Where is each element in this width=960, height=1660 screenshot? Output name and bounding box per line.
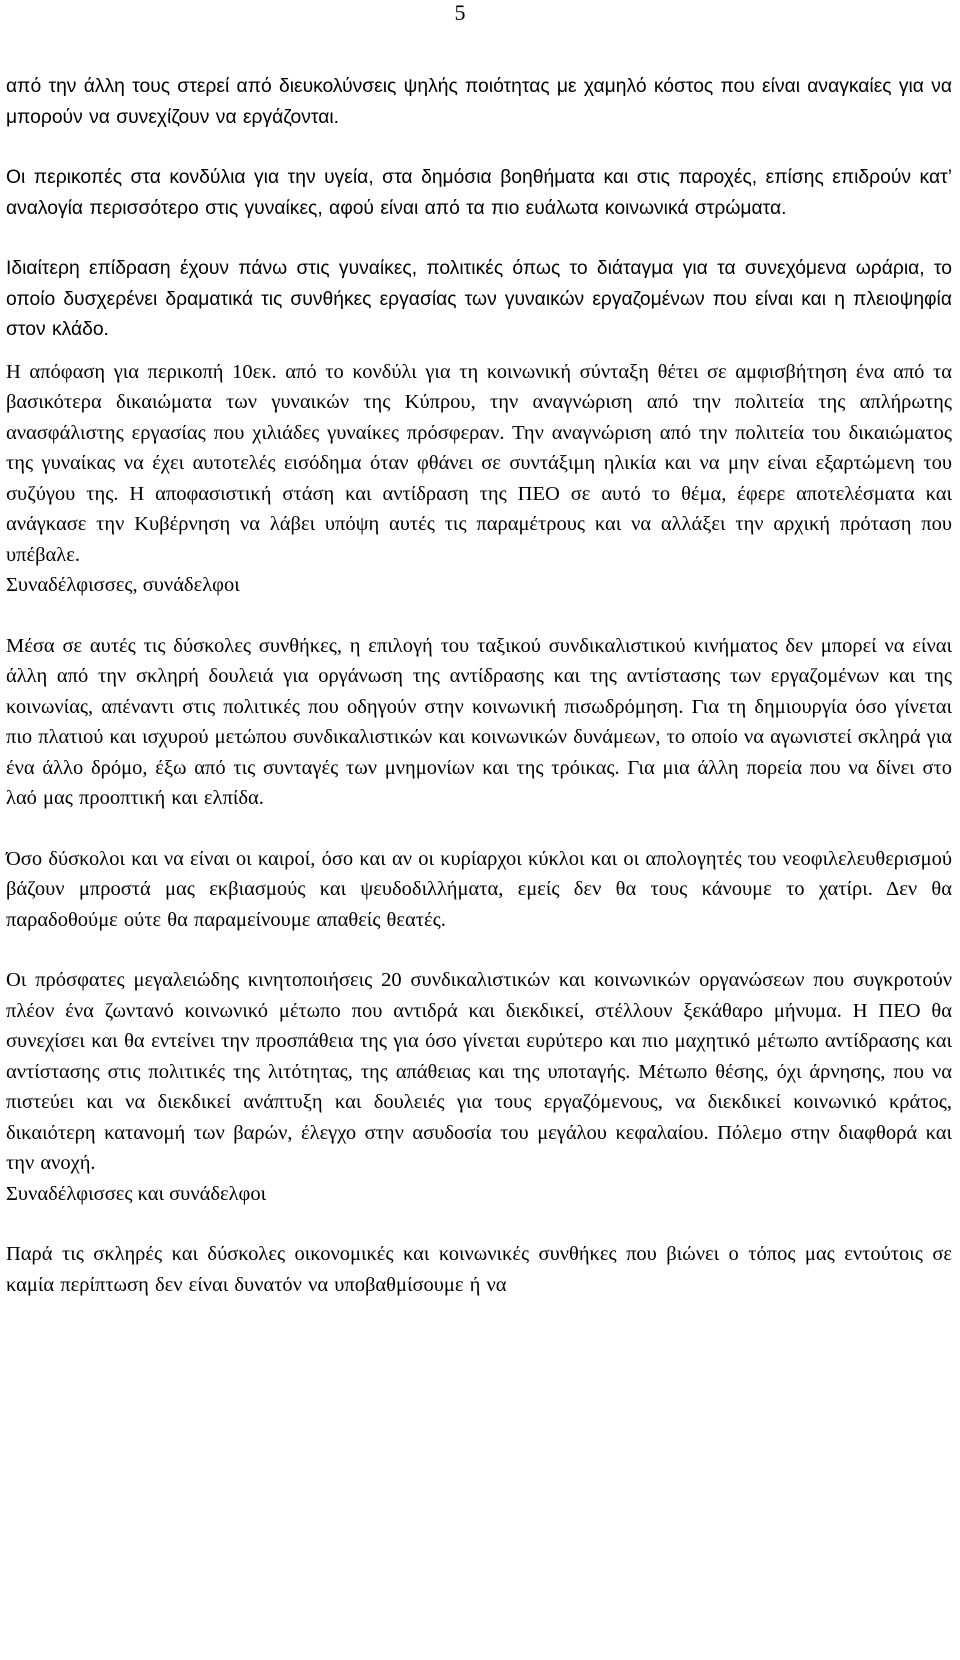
paragraph-mobilizations: Οι πρόσφατες μεγαλειώδης κινητοποιήσεις 20 συνδικαλιστικών και κοινωνικών οργανώσεων που συγκροτούν πλέον ένα ζωντανό κοινωνικό μέτωπο που αντιδρά και διεκδικεί, στέλλουν ξεκάθαρο μήνυμα. Η ΠΕΟ θα συνεχίσει και θα εντείνει την προσπάθεια της για όσο γίνεται ευρύτερο και πιο μαχητικό μέτωπο αντίδρασης και αντίστασης στις πολιτικές της λιτότητας, της απάθειας και της υποταγής. Μέτωπο θέσης, όχι άρνησης, που να πιστεύει και να διεκδικεί ανάπτυξη και δουλειές για τους εργαζόμενους, να διεκδικεί κοινωνικό κράτος, δικαιότερη κατανομή των βαρών, έλεγχο στην ασυδοσία του μεγάλου κεφαλαίου. Πόλεμο στην διαφθορά και την ανοχή.: [6, 969, 952, 1174]
paragraph-economic-conditions: Παρά τις σκληρές και δύσκολες οικονομικές και κοινωνικές συνθήκες που βιώνει ο τόπος μας εντούτοις σε καμία περίπτωση δεν είναι δυνατόν να υποβαθμίσουμε ή να: [6, 1243, 952, 1296]
paragraph-union-movement: Μέσα σε αυτές τις δύσκολες συνθήκες, η επιλογή του ταξικού συνδικαλιστικού κινήματος δεν μπορεί να είναι άλλη από την σκληρή δουλειά για οργάνωση της αντίδρασης και της αντίστασης των εργαζομένων και της κοινωνίας, απέναντι στις πολιτικές που οδηγούν στην κοινωνική πισωδρόμηση. Για τη δημιουργία όσο γίνεται πιο πλατιού και ισχυρού μετώπου συνδικαλιστικών και κοινωνικών δυνάμεων, το οποίο να αγωνιστεί σκληρά για ένα άλλο δρόμο, έξω από τις συνταγές των μνημονίων και της τρόικας. Για μια άλλη πορεία που να δίνει στο λαό μας προοπτική και ελπίδα.: [6, 634, 952, 809]
page-number: 5: [454, 0, 466, 25]
document-body: [6, 72, 952, 1300]
paragraph-health-cuts: Οι περικοπές στα κονδύλια για την υγεία, στα δημόσια βοηθήματα και στις παροχές, επίσης επιδρούν κατ’ αναλογία περισσότερο στις γυναίκες, αφού είναι από τα πιο ευάλωτα κοινωνικά στρώματα.: [6, 167, 952, 219]
salutation-heading-2: Συναδέλφισσες και συνάδελφοι: [6, 1182, 267, 1205]
salutation-heading-1: Συναδέλφισσες, συνάδελφοι: [6, 574, 240, 596]
paragraph-intro-continued: από την άλλη τους στερεί από διευκολύνσεις ψηλής ποιότητας με χαμηλό κόστος που είναι αναγκαίες για να μπορούν να συνεχίζουν να εργάζονται.: [6, 76, 952, 128]
paragraph-difficult-times: Όσο δύσκολοι και να είναι οι καιροί, όσο και αν οι κυρίαρχοι κύκλοι και οι απολογητές του νεοφιλελευθερισμού βάζουν μπροστά μας εκβιασμούς και ψευδοδιλλήματα, εμείς δεν θα τους κάνουμε το χατίρι. Δεν θα παραδοθούμε ούτε θα παραμείνουμε απαθείς θεατές.: [6, 847, 952, 931]
paragraph-working-hours: Ιδιαίτερη επίδραση έχουν πάνω στις γυναίκες, πολιτικές όπως το διάταγμα για τα συνεχόμενα ωράρια, το οποίο δυσχερένει δραματικά τις συνθήκες εργασίας των γυναικών εργαζομένων που είναι και η πλειοψηφία στον κλάδο.: [6, 258, 952, 340]
paragraph-social-pension: Η απόφαση για περικοπή 10εκ. από το κονδύλι για τη κοινωνική σύνταξη θέτει σε αμφισβήτηση ένα από τα βασικότερα δικαιώματα των γυναικών της Κύπρου, την αναγνώριση από την πολιτεία της απλήρωτης ανασφάλιστης εργασίας που χιλιάδες γυναίκες πρόσφεραν. Την αναγνώριση από την πολιτεία του δικαιώματος της γυναίκας να έχει αυτοτελές εισόδημα όταν φθάνει σε συντάξιμη ηλικία και να μην είναι εξαρτώμενη του συζύγου της. Η αποφασιστική στάση και αντίδραση της ΠΕΟ σε αυτό το θέμα, έφερε αποτελέσματα και ανάγκασε την Κυβέρνηση να λάβει υπόψη αυτές τις παραμέτρους και να αλλάξει την αρχική πρόταση που υπέβαλε.: [6, 360, 952, 566]
